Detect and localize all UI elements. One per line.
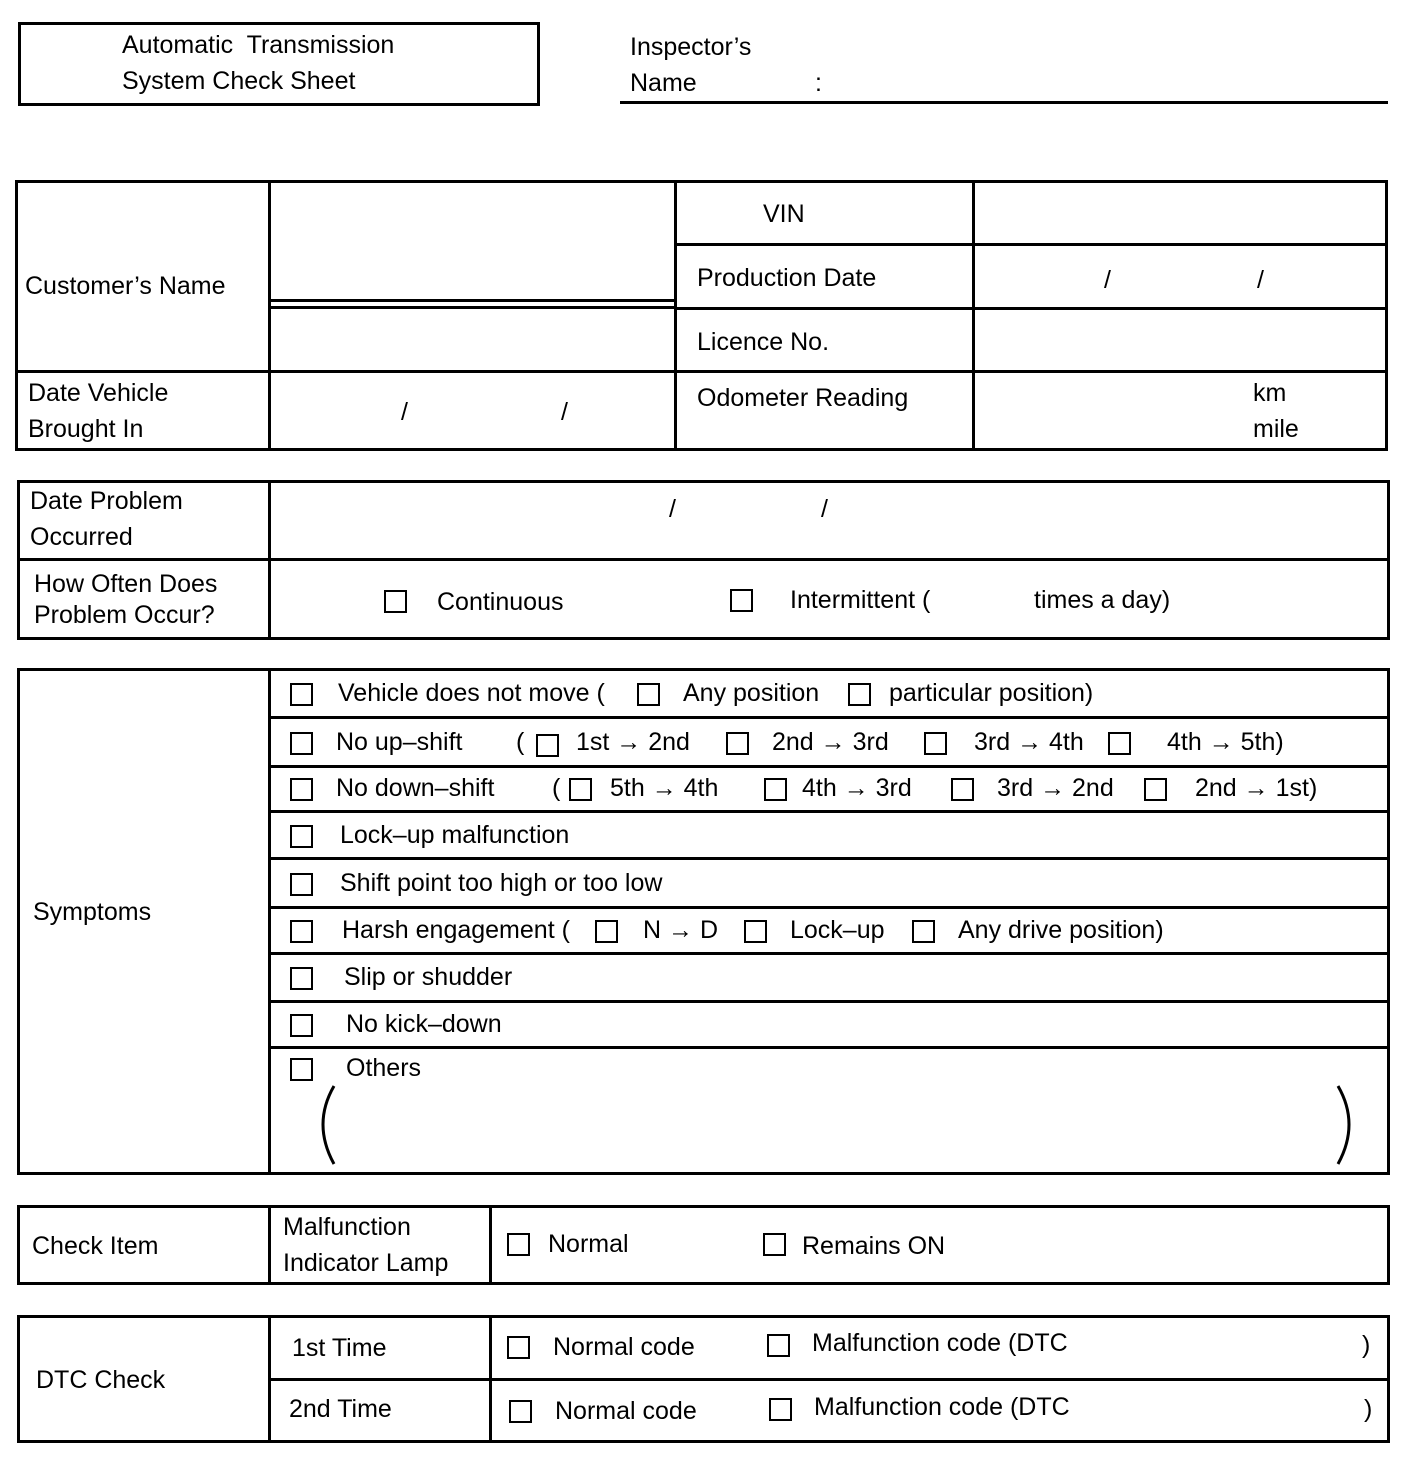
no-move-label: Vehicle does not move ( <box>338 679 605 707</box>
dtc-second-close-paren: ) <box>1364 1395 1373 1423</box>
vin-label: VIN <box>763 200 805 228</box>
date-occurred-slash-1: / <box>669 495 676 523</box>
divider <box>268 716 1390 719</box>
no-downshift-checkbox[interactable] <box>290 778 313 801</box>
lockup-malfunction-checkbox[interactable] <box>290 825 313 848</box>
any-position-label: Any position <box>683 679 820 707</box>
mil-label-line2: Indicator Lamp <box>283 1249 449 1277</box>
inspector-label-line2: Name <box>630 69 697 97</box>
no-kickdown-checkbox[interactable] <box>290 1014 313 1037</box>
date-occurred-label-line2: Occurred <box>30 523 133 551</box>
divider <box>972 180 975 451</box>
no-downshift-label: No down–shift <box>336 774 495 802</box>
upshift-1-checkbox[interactable] <box>536 734 559 757</box>
slip-shudder-label: Slip or shudder <box>344 963 513 991</box>
lockup-malfunction-label: Lock–up malfunction <box>340 821 570 849</box>
shift-point-label: Shift point too high or too low <box>340 869 663 897</box>
upshift-open-paren: ( <box>516 728 525 756</box>
downshift-3-checkbox[interactable] <box>951 778 974 801</box>
divider <box>268 952 1390 955</box>
dtc-first-close-paren: ) <box>1362 1331 1371 1359</box>
no-kickdown-label: No kick–down <box>346 1010 502 1038</box>
downshift-2-label: 4th → 3rd <box>802 774 912 802</box>
downshift-2-checkbox[interactable] <box>764 778 787 801</box>
mil-remains-on-checkbox[interactable] <box>763 1233 786 1256</box>
others-text-field[interactable] <box>340 1086 1330 1164</box>
dtc-first-normal-checkbox[interactable] <box>507 1336 530 1359</box>
odometer-label: Odometer Reading <box>697 384 909 412</box>
upshift-4-label: 4th → 5th) <box>1167 728 1284 756</box>
others-checkbox[interactable] <box>290 1058 313 1081</box>
continuous-label: Continuous <box>437 588 564 616</box>
mil-normal-label: Normal <box>548 1230 629 1258</box>
how-often-label-line2: Problem Occur? <box>34 601 215 629</box>
title-line2: System Check Sheet <box>122 67 356 95</box>
production-date-slash-2: / <box>1257 266 1264 294</box>
production-date-label: Production Date <box>697 264 877 292</box>
no-upshift-checkbox[interactable] <box>290 732 313 755</box>
downshift-4-label: 2nd → 1st) <box>1195 774 1318 802</box>
harsh-nd-checkbox[interactable] <box>595 920 618 943</box>
dtc-first-malfunction-label: Malfunction code (DTC <box>812 1329 1068 1357</box>
divider <box>268 1205 271 1285</box>
others-right-paren <box>1334 1084 1364 1166</box>
divider <box>268 1378 1390 1381</box>
divider <box>268 857 1390 860</box>
customer-name-field[interactable] <box>274 186 670 296</box>
inspector-name-field[interactable] <box>620 101 1388 104</box>
upshift-2-label: 2nd → 3rd <box>772 728 889 756</box>
divider <box>268 1000 1390 1003</box>
licence-no-label: Licence No. <box>697 328 830 356</box>
odometer-mile: mile <box>1253 415 1299 443</box>
title-line1: Automatic Transmission <box>122 31 395 59</box>
dtc-second-time-label: 2nd Time <box>289 1395 392 1423</box>
intermittent-checkbox[interactable] <box>730 589 753 612</box>
harsh-engagement-checkbox[interactable] <box>290 920 313 943</box>
downshift-3-label: 3rd → 2nd <box>997 774 1114 802</box>
dtc-check-label: DTC Check <box>36 1366 166 1394</box>
divider <box>268 668 271 1175</box>
date-occurred-slash-2: / <box>821 495 828 523</box>
how-often-label-line1: How Often Does <box>34 570 218 598</box>
vin-field[interactable] <box>978 186 1382 240</box>
divider <box>268 299 674 302</box>
mil-normal-checkbox[interactable] <box>507 1233 530 1256</box>
date-brought-slash-1: / <box>401 398 408 426</box>
harsh-nd-label: N → D <box>643 916 718 944</box>
divider <box>268 1046 1390 1049</box>
production-date-slash-1: / <box>1104 266 1111 294</box>
any-position-checkbox[interactable] <box>637 683 660 706</box>
harsh-lockup-label: Lock–up <box>790 916 885 944</box>
downshift-1-checkbox[interactable] <box>569 778 592 801</box>
harsh-lockup-checkbox[interactable] <box>744 920 767 943</box>
upshift-3-label: 3rd → 4th <box>974 728 1084 756</box>
divider <box>674 180 677 451</box>
dtc-first-normal-label: Normal code <box>553 1333 695 1361</box>
upshift-4-checkbox[interactable] <box>1108 732 1131 755</box>
dtc-second-normal-checkbox[interactable] <box>509 1400 532 1423</box>
particular-position-checkbox[interactable] <box>848 683 871 706</box>
dtc-second-malfunction-label: Malfunction code (DTC <box>814 1393 1070 1421</box>
others-label: Others <box>346 1054 422 1082</box>
divider <box>268 306 674 309</box>
downshift-4-checkbox[interactable] <box>1144 778 1167 801</box>
continuous-checkbox[interactable] <box>384 590 407 613</box>
upshift-2-checkbox[interactable] <box>726 732 749 755</box>
no-upshift-label: No up–shift <box>336 728 463 756</box>
downshift-open-paren: ( <box>552 774 561 802</box>
check-item-label: Check Item <box>32 1232 159 1260</box>
divider <box>268 810 1390 813</box>
symptoms-label: Symptoms <box>33 898 152 926</box>
times-a-day-label: times a day) <box>1034 586 1171 614</box>
divider <box>674 307 1388 310</box>
divider <box>17 558 1390 561</box>
no-move-checkbox[interactable] <box>290 683 313 706</box>
dtc-second-normal-label: Normal code <box>555 1397 697 1425</box>
date-brought-slash-2: / <box>561 398 568 426</box>
date-brought-label-line2: Brought In <box>28 415 144 443</box>
intermittent-label: Intermittent ( <box>790 586 931 614</box>
check-item-table <box>17 1205 1390 1285</box>
downshift-1-label: 5th → 4th <box>610 774 719 802</box>
divider <box>268 906 1390 909</box>
others-left-paren <box>308 1084 338 1166</box>
customer-name-label: Customer’s Name <box>25 272 226 300</box>
harsh-any-checkbox[interactable] <box>912 920 935 943</box>
harsh-any-label: Any drive position) <box>958 916 1164 944</box>
date-occurred-label-line1: Date Problem <box>30 487 183 515</box>
divider <box>674 243 1388 246</box>
divider <box>15 370 1388 373</box>
mil-label-line1: Malfunction <box>283 1213 411 1241</box>
mil-remains-on-label: Remains ON <box>802 1232 946 1260</box>
slip-shudder-checkbox[interactable] <box>290 967 313 990</box>
date-brought-label-line1: Date Vehicle <box>28 379 169 407</box>
harsh-engagement-label: Harsh engagement ( <box>342 916 570 944</box>
dtc-first-malfunction-checkbox[interactable] <box>767 1334 790 1357</box>
divider <box>489 1205 492 1285</box>
upshift-1-label: 1st → 2nd <box>576 728 690 756</box>
upshift-3-checkbox[interactable] <box>924 732 947 755</box>
inspector-label-line1: Inspector’s <box>630 33 752 61</box>
divider <box>268 180 271 451</box>
divider <box>268 765 1390 768</box>
particular-position-label: particular position) <box>889 679 1094 707</box>
dtc-first-time-label: 1st Time <box>292 1334 387 1362</box>
dtc-second-malfunction-checkbox[interactable] <box>769 1398 792 1421</box>
shift-point-checkbox[interactable] <box>290 873 313 896</box>
inspector-colon: : <box>815 69 822 97</box>
odometer-km: km <box>1253 379 1287 407</box>
